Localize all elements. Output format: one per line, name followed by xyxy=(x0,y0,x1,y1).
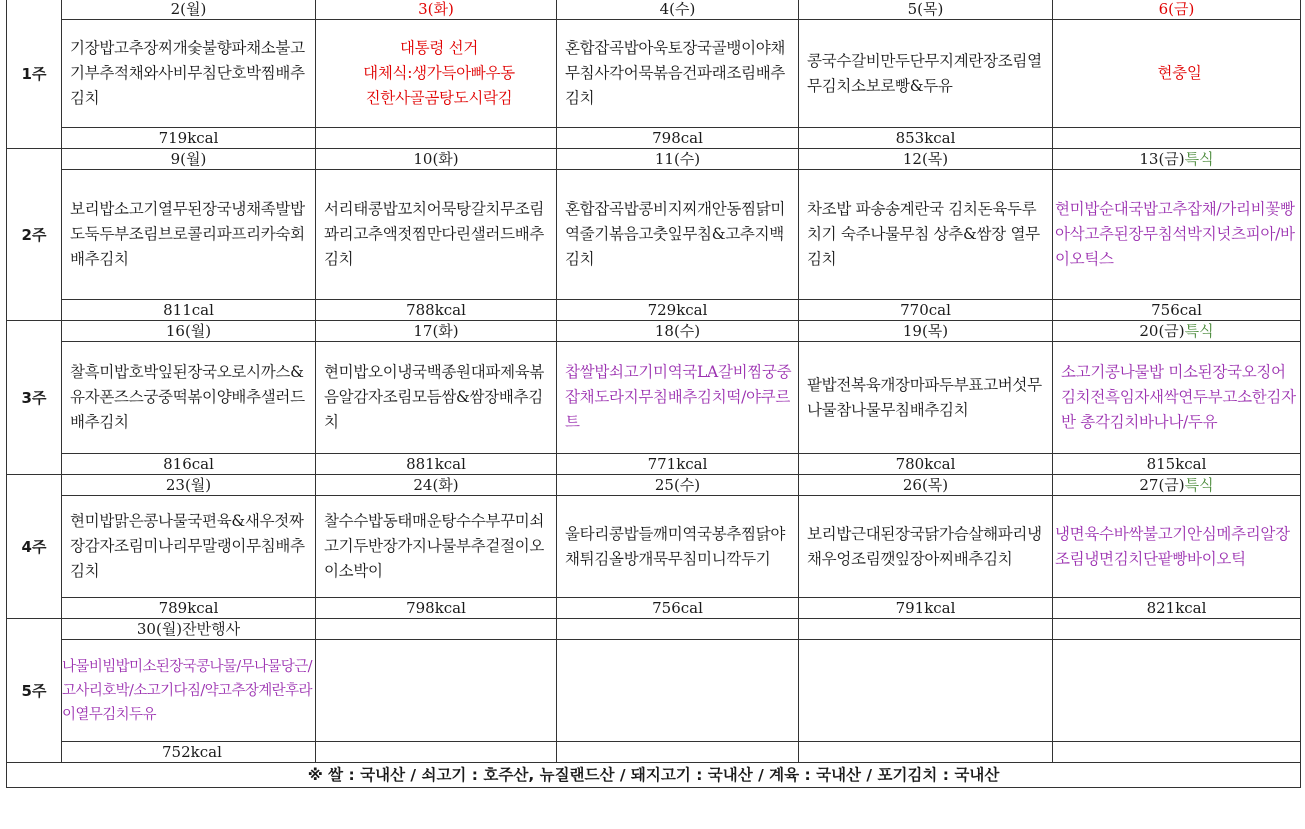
menu-cell-special: 현미밥순대국밥고추잡채/가리비꽃빵아삭고추된장무침석박지넛츠피아/바이오틱스 xyxy=(1053,170,1301,300)
menu-cell-empty xyxy=(557,640,799,742)
week-5-date-row xyxy=(7,619,1301,640)
week-2-date-row xyxy=(7,149,1301,170)
kcal-value: 881kcal xyxy=(316,454,557,475)
day-date-empty xyxy=(1053,619,1301,640)
day-date: 26(목) xyxy=(799,475,1053,496)
kcal-value xyxy=(1053,128,1301,149)
day-date-empty xyxy=(557,619,799,640)
special-meal-badge: 특식 xyxy=(1184,322,1214,340)
kcal-value: 771kcal xyxy=(557,454,799,475)
week-label: 1주 xyxy=(7,0,62,149)
kcal-value: 729kcal xyxy=(557,300,799,321)
day-date-text: 13(금) xyxy=(1139,150,1185,168)
day-date: 4(수) xyxy=(557,0,799,20)
day-date: 18(수) xyxy=(557,321,799,342)
week-4-kcal-row xyxy=(7,598,1301,619)
special-meal-badge: 특식 xyxy=(1184,476,1214,494)
origin-notice: ※ 쌀 : 국내산 / 쇠고기 : 호주산, 뉴질랜드산 / 돼지고기 : 국내산 / 계육 : 국내산 / 포기김치 : 국내산 xyxy=(7,763,1301,788)
kcal-value: 798cal xyxy=(557,128,799,149)
menu-cell-special: 냉면육수바싹불고기안심메추리알장조림냉면김치단팥빵바이오틱 xyxy=(1053,496,1301,598)
menu-cell-special: 소고기콩나물밥 미소된장국오징어김치전흑임자새싹연두부고소한김자반 총각김치바나나/두유 xyxy=(1053,342,1301,454)
week-5-kcal-row xyxy=(7,742,1301,763)
menu-cell-empty xyxy=(316,640,557,742)
kcal-value: 756cal xyxy=(557,598,799,619)
kcal-value: 756cal xyxy=(1053,300,1301,321)
day-date-event: 30(월)잔반행사 xyxy=(62,619,316,640)
school-lunch-menu-table xyxy=(6,0,1301,788)
day-date: 24(화) xyxy=(316,475,557,496)
day-date: 5(목) xyxy=(799,0,1053,20)
menu-cell: 팥밥전복육개장마파두부표고버섯무나물참나물무침배추김치 xyxy=(799,342,1053,454)
week-1-date-row xyxy=(7,0,1301,20)
day-date-special xyxy=(1053,475,1301,496)
menu-cell-election: 대통령 선거 대체식:생가득아빠우동 진한사골곰탕도시락김 xyxy=(316,20,557,128)
menu-cell: 현미밥오이냉국백종원대파제육볶음알감자조림모듬쌈&쌈장배추김치 xyxy=(316,342,557,454)
day-date: 16(월) xyxy=(62,321,316,342)
week-3-kcal-row xyxy=(7,454,1301,475)
day-date: 23(월) xyxy=(62,475,316,496)
menu-cell-empty xyxy=(799,640,1053,742)
day-date: 25(수) xyxy=(557,475,799,496)
kcal-value: 789kcal xyxy=(62,598,316,619)
day-date-empty xyxy=(316,619,557,640)
menu-cell: 울타리콩밥들깨미역국봉추찜닭야채튀김올방개묵무침미니깍두기 xyxy=(557,496,799,598)
day-date-text: 27(금) xyxy=(1139,476,1185,494)
day-date-text: 20(금) xyxy=(1139,322,1185,340)
week-2-menu-row xyxy=(7,170,1301,300)
day-date-special xyxy=(1053,321,1301,342)
day-date: 10(화) xyxy=(316,149,557,170)
special-meal-badge: 특식 xyxy=(1184,150,1214,168)
week-label: 5주 xyxy=(7,619,62,763)
kcal-value: 780kcal xyxy=(799,454,1053,475)
week-1-kcal-row xyxy=(7,128,1301,149)
menu-cell-holiday: 현충일 xyxy=(1053,20,1301,128)
week-3-date-row xyxy=(7,321,1301,342)
kcal-value: 815kcal xyxy=(1053,454,1301,475)
menu-cell: 찰수수밥동태매운탕수수부꾸미쇠고기두반장가지나물부추겉절이오이소박이 xyxy=(316,496,557,598)
day-date: 17(화) xyxy=(316,321,557,342)
day-date: 19(목) xyxy=(799,321,1053,342)
menu-cell: 콩국수갈비만두단무지계란장조림열무김치소보로빵&두유 xyxy=(799,20,1053,128)
day-date: 12(목) xyxy=(799,149,1053,170)
menu-cell: 기장밥고추장찌개숯불향파채소불고기부추적채와사비무침단호박찜배추김치 xyxy=(62,20,316,128)
week-3-menu-row xyxy=(7,342,1301,454)
menu-cell: 현미밥맑은콩나물국편육&새우젓짜장감자조림미나리무말랭이무침배추김치 xyxy=(62,496,316,598)
week-4-menu-row xyxy=(7,496,1301,598)
menu-cell-event: 나물비빔밥미소된장국콩나물/무나물당근/고사리호박/소고기다짐/약고추장계란후라이열무김치두유 xyxy=(62,640,316,742)
menu-cell: 차조밥 파송송계란국 김치돈육두루치기 숙주나물무침 상추&쌈장 열무김치 xyxy=(799,170,1053,300)
week-label: 4주 xyxy=(7,475,62,619)
day-date: 2(월) xyxy=(62,0,316,20)
menu-cell: 보리밥근대된장국닭가슴살해파리냉채우엉조림깻잎장아찌배추김치 xyxy=(799,496,1053,598)
day-date-special xyxy=(1053,149,1301,170)
kcal-value xyxy=(1053,742,1301,763)
menu-cell: 혼합잡곡밥아욱토장국골뱅이야채무침사각어묵볶음건파래조림배추김치 xyxy=(557,20,799,128)
week-label: 3주 xyxy=(7,321,62,475)
week-5-menu-row xyxy=(7,640,1301,742)
week-4-date-row xyxy=(7,475,1301,496)
day-date-holiday: 6(금) xyxy=(1053,0,1301,20)
menu-cell: 보리밥소고기열무된장국냉채족발밥도둑두부조림브로콜리파프리카숙회배추김치 xyxy=(62,170,316,300)
week-label: 2주 xyxy=(7,149,62,321)
kcal-value: 816cal xyxy=(62,454,316,475)
day-date-empty xyxy=(799,619,1053,640)
day-date-holiday: 3(화) xyxy=(316,0,557,20)
kcal-value: 821kcal xyxy=(1053,598,1301,619)
kcal-value: 853kcal xyxy=(799,128,1053,149)
kcal-value: 788kcal xyxy=(316,300,557,321)
origin-footer-row xyxy=(7,763,1301,788)
week-1-menu-row xyxy=(7,20,1301,128)
kcal-value: 798kcal xyxy=(316,598,557,619)
kcal-value xyxy=(316,742,557,763)
kcal-value: 752kcal xyxy=(62,742,316,763)
kcal-value xyxy=(799,742,1053,763)
menu-cell: 찰흑미밥호박잎된장국오로시까스&유자폰즈스궁중떡볶이양배추샐러드배추김치 xyxy=(62,342,316,454)
kcal-value xyxy=(316,128,557,149)
kcal-value: 811cal xyxy=(62,300,316,321)
week-2-kcal-row xyxy=(7,300,1301,321)
kcal-value xyxy=(557,742,799,763)
kcal-value: 770cal xyxy=(799,300,1053,321)
menu-cell: 서리태콩밥꼬치어묵탕갈치무조림꽈리고추액젓찜만다린샐러드배추김치 xyxy=(316,170,557,300)
menu-cell-purple: 찹쌀밥쇠고기미역국LA갈비찜궁중잡채도라지무침배추김치떡/야쿠르트 xyxy=(557,342,799,454)
kcal-value: 791kcal xyxy=(799,598,1053,619)
day-date: 11(수) xyxy=(557,149,799,170)
kcal-value: 719kcal xyxy=(62,128,316,149)
menu-cell: 혼합잡곡밥콩비지찌개안동찜닭미역줄기볶음고춧잎무침&고추지백김치 xyxy=(557,170,799,300)
day-date: 9(월) xyxy=(62,149,316,170)
menu-cell-empty xyxy=(1053,640,1301,742)
